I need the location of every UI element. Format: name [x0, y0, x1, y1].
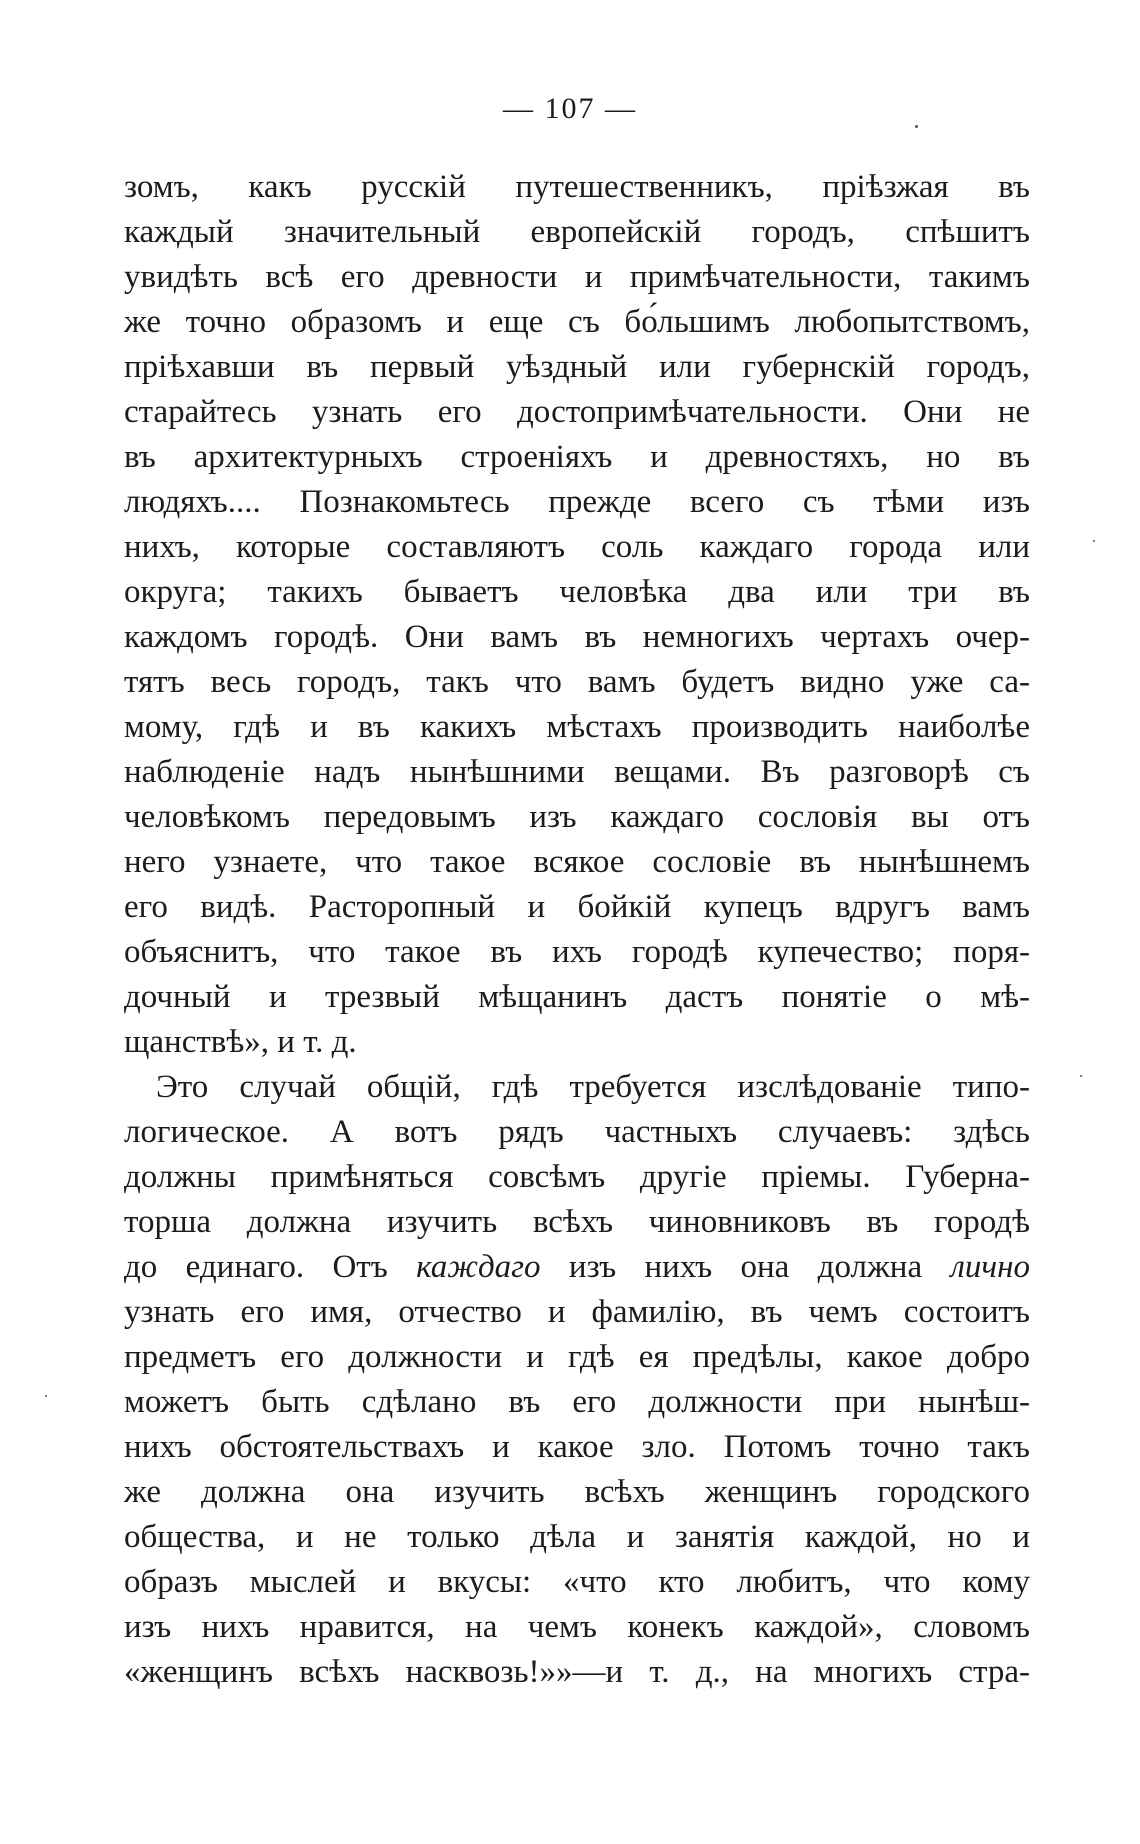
print-speck	[45, 1395, 47, 1397]
text-line: «женщинъ всѣхъ насквозь!»»—и т. д., на многихъ стра-	[124, 1654, 1030, 1690]
text-line: общества, и не только дѣла и занятія каждой, но и	[124, 1519, 1030, 1555]
paragraph-end-line: щанствѣ», и т. д.	[124, 1024, 357, 1060]
text-line: можетъ быть сдѣлано въ его должности при нынѣш-	[124, 1384, 1030, 1420]
text-line: образъ мыслей и вкусы: «что кто любитъ, что кому	[124, 1564, 1030, 1600]
text-line: его видѣ. Расторопный и бойкій купецъ вдругъ вамъ	[124, 889, 1030, 925]
text-line: въ архитектурныхъ строеніяхъ и древностяхъ, но въ	[124, 439, 1030, 475]
text-line: человѣкомъ передовымъ изъ каждаго сословія вы отъ	[124, 799, 1030, 835]
italic-word: лично	[950, 1249, 1031, 1285]
text-line: изъ нихъ нравится, на чемъ конекъ каждой», словомъ	[124, 1609, 1030, 1645]
text-line: объяснитъ, что такое въ ихъ городѣ купечество; поря-	[124, 934, 1030, 970]
paragraph-start-line: Это случай общій, гдѣ требуется изслѣдованіе типо-	[156, 1069, 1030, 1105]
text-line: же должна она изучить всѣхъ женщинъ городского	[124, 1474, 1030, 1510]
text-line: каждомъ городѣ. Они вамъ въ немногихъ чертахъ очер-	[124, 619, 1030, 655]
text-line: округа; такихъ бываетъ человѣка два или три въ	[124, 574, 1030, 610]
text-line: нихъ обстоятельствахъ и какое зло. Потомъ точно такъ	[124, 1429, 1030, 1465]
text-line: пріѣхавши въ первый уѣздный или губернскій городъ,	[124, 349, 1030, 385]
text-line: предметъ его должности и гдѣ ея предѣлы, какое добро	[124, 1339, 1030, 1375]
text-line: тятъ весь городъ, такъ что вамъ будетъ видно уже са-	[124, 664, 1030, 700]
italic-word: каждаго	[416, 1249, 541, 1285]
text-line: наблюденіе надъ нынѣшними вещами. Въ разговорѣ съ	[124, 754, 1030, 790]
text-run: до единаго. Отъ	[124, 1249, 417, 1285]
text-line: зомъ, какъ русскій путешественникъ, пріѣзжая въ	[124, 169, 1030, 205]
text-line: каждый значительный европейскій городъ, спѣшитъ	[124, 214, 1030, 250]
text-line: узнать его имя, отчество и фамилію, въ чемъ состоитъ	[124, 1294, 1030, 1330]
print-speck	[1080, 1075, 1082, 1077]
body-text	[124, 165, 1030, 1695]
page-number: — 107 —	[503, 92, 637, 125]
text-line: логическое. А вотъ рядъ частныхъ случаевъ: здѣсь	[124, 1114, 1030, 1150]
text-line: мому, гдѣ и въ какихъ мѣстахъ производить наиболѣе	[124, 709, 1030, 745]
text-line: должны примѣняться совсѣмъ другіе пріемы. Губерна-	[124, 1159, 1030, 1195]
text-line: нихъ, которые составляютъ соль каждаго города или	[124, 529, 1030, 565]
text-line: увидѣть всѣ его древности и примѣчательности, такимъ	[124, 259, 1030, 295]
text-line: него узнаете, что такое всякое сословіе въ нынѣшнемъ	[124, 844, 1030, 880]
text-line-with-italics	[124, 1245, 1030, 1290]
text-run: изъ нихъ она должна	[540, 1249, 951, 1285]
print-speck	[915, 125, 918, 128]
text-line: же точно образомъ и еще съ бо́льшимъ любопытствомъ,	[124, 304, 1030, 340]
text-line: торша должна изучить всѣхъ чиновниковъ въ городѣ	[124, 1204, 1030, 1240]
text-line: дочный и трезвый мѣщанинъ дастъ понятіе о мѣ-	[124, 979, 1030, 1015]
print-speck	[1093, 540, 1095, 542]
text-line: людяхъ.... Познакомьтесь прежде всего съ тѣми изъ	[124, 484, 1030, 520]
text-line: старайтесь узнать его достопримѣчательности. Они не	[124, 394, 1030, 430]
